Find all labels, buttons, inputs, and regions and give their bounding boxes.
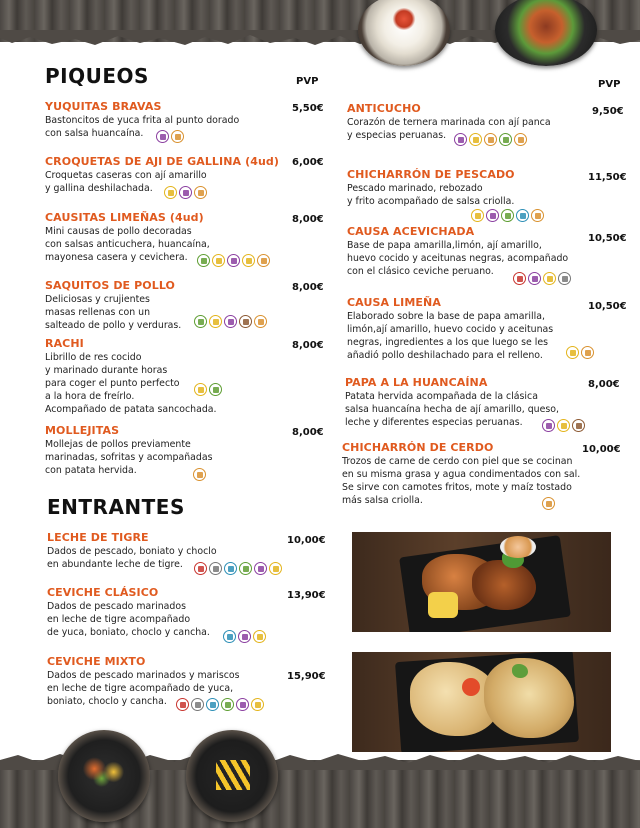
- allergen-icons: [471, 209, 544, 222]
- yellow-icon: [251, 698, 264, 711]
- section-title-piqueos: PIQUEOS: [45, 64, 149, 88]
- item-description: Dados de pescado marinados en leche de tigre acompañado de yuca, boniato, choclo y cancha.: [47, 601, 210, 638]
- purple-icon: [454, 133, 467, 146]
- yellow-icon: [471, 209, 484, 222]
- yellow-icon: [242, 254, 255, 267]
- item-name: CAUSA ACEVICHADA: [347, 225, 475, 238]
- item-name: CROQUETAS DE AJI DE GALLINA (4ud): [45, 155, 279, 168]
- orange-icon: [193, 468, 206, 481]
- allergen-icons: [513, 272, 571, 285]
- yellow-icon: [194, 383, 207, 396]
- yellow-icon: [212, 254, 225, 267]
- orange-icon: [254, 315, 267, 328]
- green-icon: [197, 254, 210, 267]
- chicharron-dish-photo: [352, 532, 611, 632]
- menu-item-rachi: [45, 337, 217, 416]
- ceviche-bowl-photo: [358, 0, 450, 66]
- menu-item-leche-de-tigre: [47, 531, 217, 571]
- item-price: 8,00€: [292, 282, 324, 293]
- item-price: 9,50€: [592, 106, 624, 117]
- menu-item-causa-acevichada: [347, 225, 568, 278]
- allergen-icons: [542, 419, 585, 432]
- item-name: CEVICHE CLÁSICO: [47, 586, 159, 599]
- item-price: 10,50€: [588, 233, 627, 244]
- item-description: Patata hervida acompañada de la clásica salsa huancaína hecha de ají amarillo, queso, leche y diferentes especias peruanas.: [345, 391, 559, 428]
- item-price: 8,00€: [588, 379, 620, 390]
- yellow-icon: [209, 315, 222, 328]
- item-name: CAUSITAS LIMEÑAS (4ud): [45, 211, 204, 224]
- starter-plate-photo: [58, 730, 150, 822]
- green-icon: [209, 383, 222, 396]
- purple-icon: [528, 272, 541, 285]
- item-name: PAPA A LA HUANCAÍNA: [345, 376, 488, 389]
- item-name: MOLLEJITAS: [45, 424, 120, 437]
- yellow-icon: [469, 133, 482, 146]
- item-description: Bastoncitos de yuca frita al punto dorado con salsa huancaína.: [45, 115, 240, 139]
- grey-icon: [209, 562, 222, 575]
- section-title-entrantes: ENTRANTES: [47, 495, 185, 519]
- item-price: 8,00€: [292, 214, 324, 225]
- menu-item-causitas-limenas: [45, 211, 210, 264]
- purple-icon: [224, 315, 237, 328]
- brown-icon: [572, 419, 585, 432]
- item-description: Dados de pescado marinados y mariscos en leche de tigre acompañado de yuca, boniato, choclo y cancha.: [47, 670, 240, 707]
- orange-icon: [531, 209, 544, 222]
- menu-item-papa-a-la-huancaina: [345, 376, 559, 429]
- item-name: RACHI: [45, 337, 84, 350]
- item-description: Librillo de res cocido y marinado durante horas para coger el punto perfecto a la hora de freírlo. Acompañado de patata sancochada.: [45, 352, 217, 415]
- allergen-icons: [156, 130, 184, 143]
- purple-icon: [179, 186, 192, 199]
- purple-icon: [238, 630, 251, 643]
- item-price: 6,00€: [292, 157, 324, 168]
- green-icon: [501, 209, 514, 222]
- purple-icon: [542, 419, 555, 432]
- green-icon: [194, 315, 207, 328]
- green-icon: [239, 562, 252, 575]
- yellow-icon: [543, 272, 556, 285]
- menu-item-saquitos-de-pollo: [45, 279, 181, 332]
- item-description: Dados de pescado, boniato y choclo en abundante leche de tigre.: [47, 546, 217, 570]
- green-icon: [499, 133, 512, 146]
- allergen-icons: [223, 630, 266, 643]
- item-description: Croquetas caseras con ají amarillo y gallina deshilachada.: [45, 170, 207, 194]
- red-icon: [513, 272, 526, 285]
- blue-icon: [223, 630, 236, 643]
- pvp-label-right: PVP: [598, 79, 621, 90]
- menu-item-croquetas: [45, 155, 279, 195]
- item-price: 8,00€: [292, 340, 324, 351]
- blue-icon: [224, 562, 237, 575]
- menu-item-mollejitas: [45, 424, 213, 477]
- item-price: 10,00€: [582, 444, 621, 455]
- allergen-icons: [197, 254, 270, 267]
- grey-icon: [191, 698, 204, 711]
- item-description: Pescado marinado, rebozado y frito acompañado de salsa criolla.: [347, 183, 515, 207]
- item-description: Mollejas de pollos previamente marinadas, sofritas y acompañadas con patata hervida.: [45, 439, 213, 476]
- item-description: Elaborado sobre la base de papa amarilla, limón,ají amarillo, huevo cocido y aceitunas negras, ingredientes a los que luego se les añadió pollo deshilachado para el relleno.: [347, 311, 554, 361]
- allergen-icons: [542, 497, 555, 510]
- salad-bowl-photo: [495, 0, 597, 66]
- purple-icon: [227, 254, 240, 267]
- orange-icon: [484, 133, 497, 146]
- orange-icon: [194, 186, 207, 199]
- allergen-icons: [454, 133, 527, 146]
- yellow-icon: [566, 346, 579, 359]
- item-price: 5,50€: [292, 103, 324, 114]
- item-name: CHICHARRÓN DE PESCADO: [347, 168, 515, 181]
- fried-fish-dish-photo: [352, 652, 611, 752]
- yellow-icon: [557, 419, 570, 432]
- item-name: ANTICUCHO: [347, 102, 421, 115]
- item-price: 10,50€: [588, 301, 627, 312]
- item-name: SAQUITOS DE POLLO: [45, 279, 175, 292]
- red-icon: [176, 698, 189, 711]
- item-name: LECHE DE TIGRE: [47, 531, 149, 544]
- item-description: Deliciosas y crujientes masas rellenas con un salteado de pollo y verduras.: [45, 294, 182, 331]
- yellow-icon: [269, 562, 282, 575]
- allergen-icons: [194, 383, 222, 396]
- purple-icon: [254, 562, 267, 575]
- red-icon: [194, 562, 207, 575]
- item-price: 11,50€: [588, 172, 627, 183]
- orange-icon: [514, 133, 527, 146]
- item-name: CAUSA LIMEÑA: [347, 296, 441, 309]
- allergen-icons: [193, 468, 206, 481]
- menu-item-chicharron-de-pescado: [347, 168, 515, 208]
- menu-item-yuquitas-bravas: [45, 100, 239, 140]
- item-price: 8,00€: [292, 427, 324, 438]
- yellow-icon: [253, 630, 266, 643]
- blue-icon: [206, 698, 219, 711]
- green-icon: [221, 698, 234, 711]
- item-name: CEVICHE MIXTO: [47, 655, 146, 668]
- item-price: 13,90€: [287, 590, 326, 601]
- item-description: Mini causas de pollo decoradas con salsas anticuchera, huancaína, mayonesa casera y cevichera.: [45, 226, 210, 263]
- orange-icon: [581, 346, 594, 359]
- item-description: Corazón de ternera marinada con ají panca y especias peruanas.: [347, 117, 551, 141]
- purple-icon: [236, 698, 249, 711]
- item-name: YUQUITAS BRAVAS: [45, 100, 162, 113]
- grey-icon: [558, 272, 571, 285]
- allergen-icons: [566, 346, 594, 359]
- menu-item-ceviche-clasico: [47, 586, 210, 639]
- item-price: 10,00€: [287, 535, 326, 546]
- yellow-icon: [164, 186, 177, 199]
- allergen-icons: [194, 315, 267, 328]
- brown-icon: [239, 315, 252, 328]
- purple-icon: [486, 209, 499, 222]
- item-name: CHICHARRÓN DE CERDO: [342, 441, 494, 454]
- purple-icon: [156, 130, 169, 143]
- menu-item-causa-limena: [347, 296, 553, 362]
- allergen-icons: [194, 562, 282, 575]
- allergen-icons: [164, 186, 207, 199]
- orange-icon: [257, 254, 270, 267]
- item-price: 15,90€: [287, 671, 326, 682]
- orange-icon: [171, 130, 184, 143]
- orange-icon: [542, 497, 555, 510]
- item-description: Trozos de carne de cerdo con piel que se cocinan en su misma grasa y agua condimentados con sal. Se sirve con camotes fritos, mote y maíz tostado más salsa criolla.: [342, 456, 581, 506]
- pvp-label-left: PVP: [296, 76, 319, 87]
- blue-icon: [516, 209, 529, 222]
- item-description: Base de papa amarilla,limón, ají amarillo, huevo cocido y aceitunas negras, acompañado con el clásico ceviche peruano.: [347, 240, 569, 277]
- allergen-icons: [176, 698, 264, 711]
- yuca-plate-photo: [186, 730, 278, 822]
